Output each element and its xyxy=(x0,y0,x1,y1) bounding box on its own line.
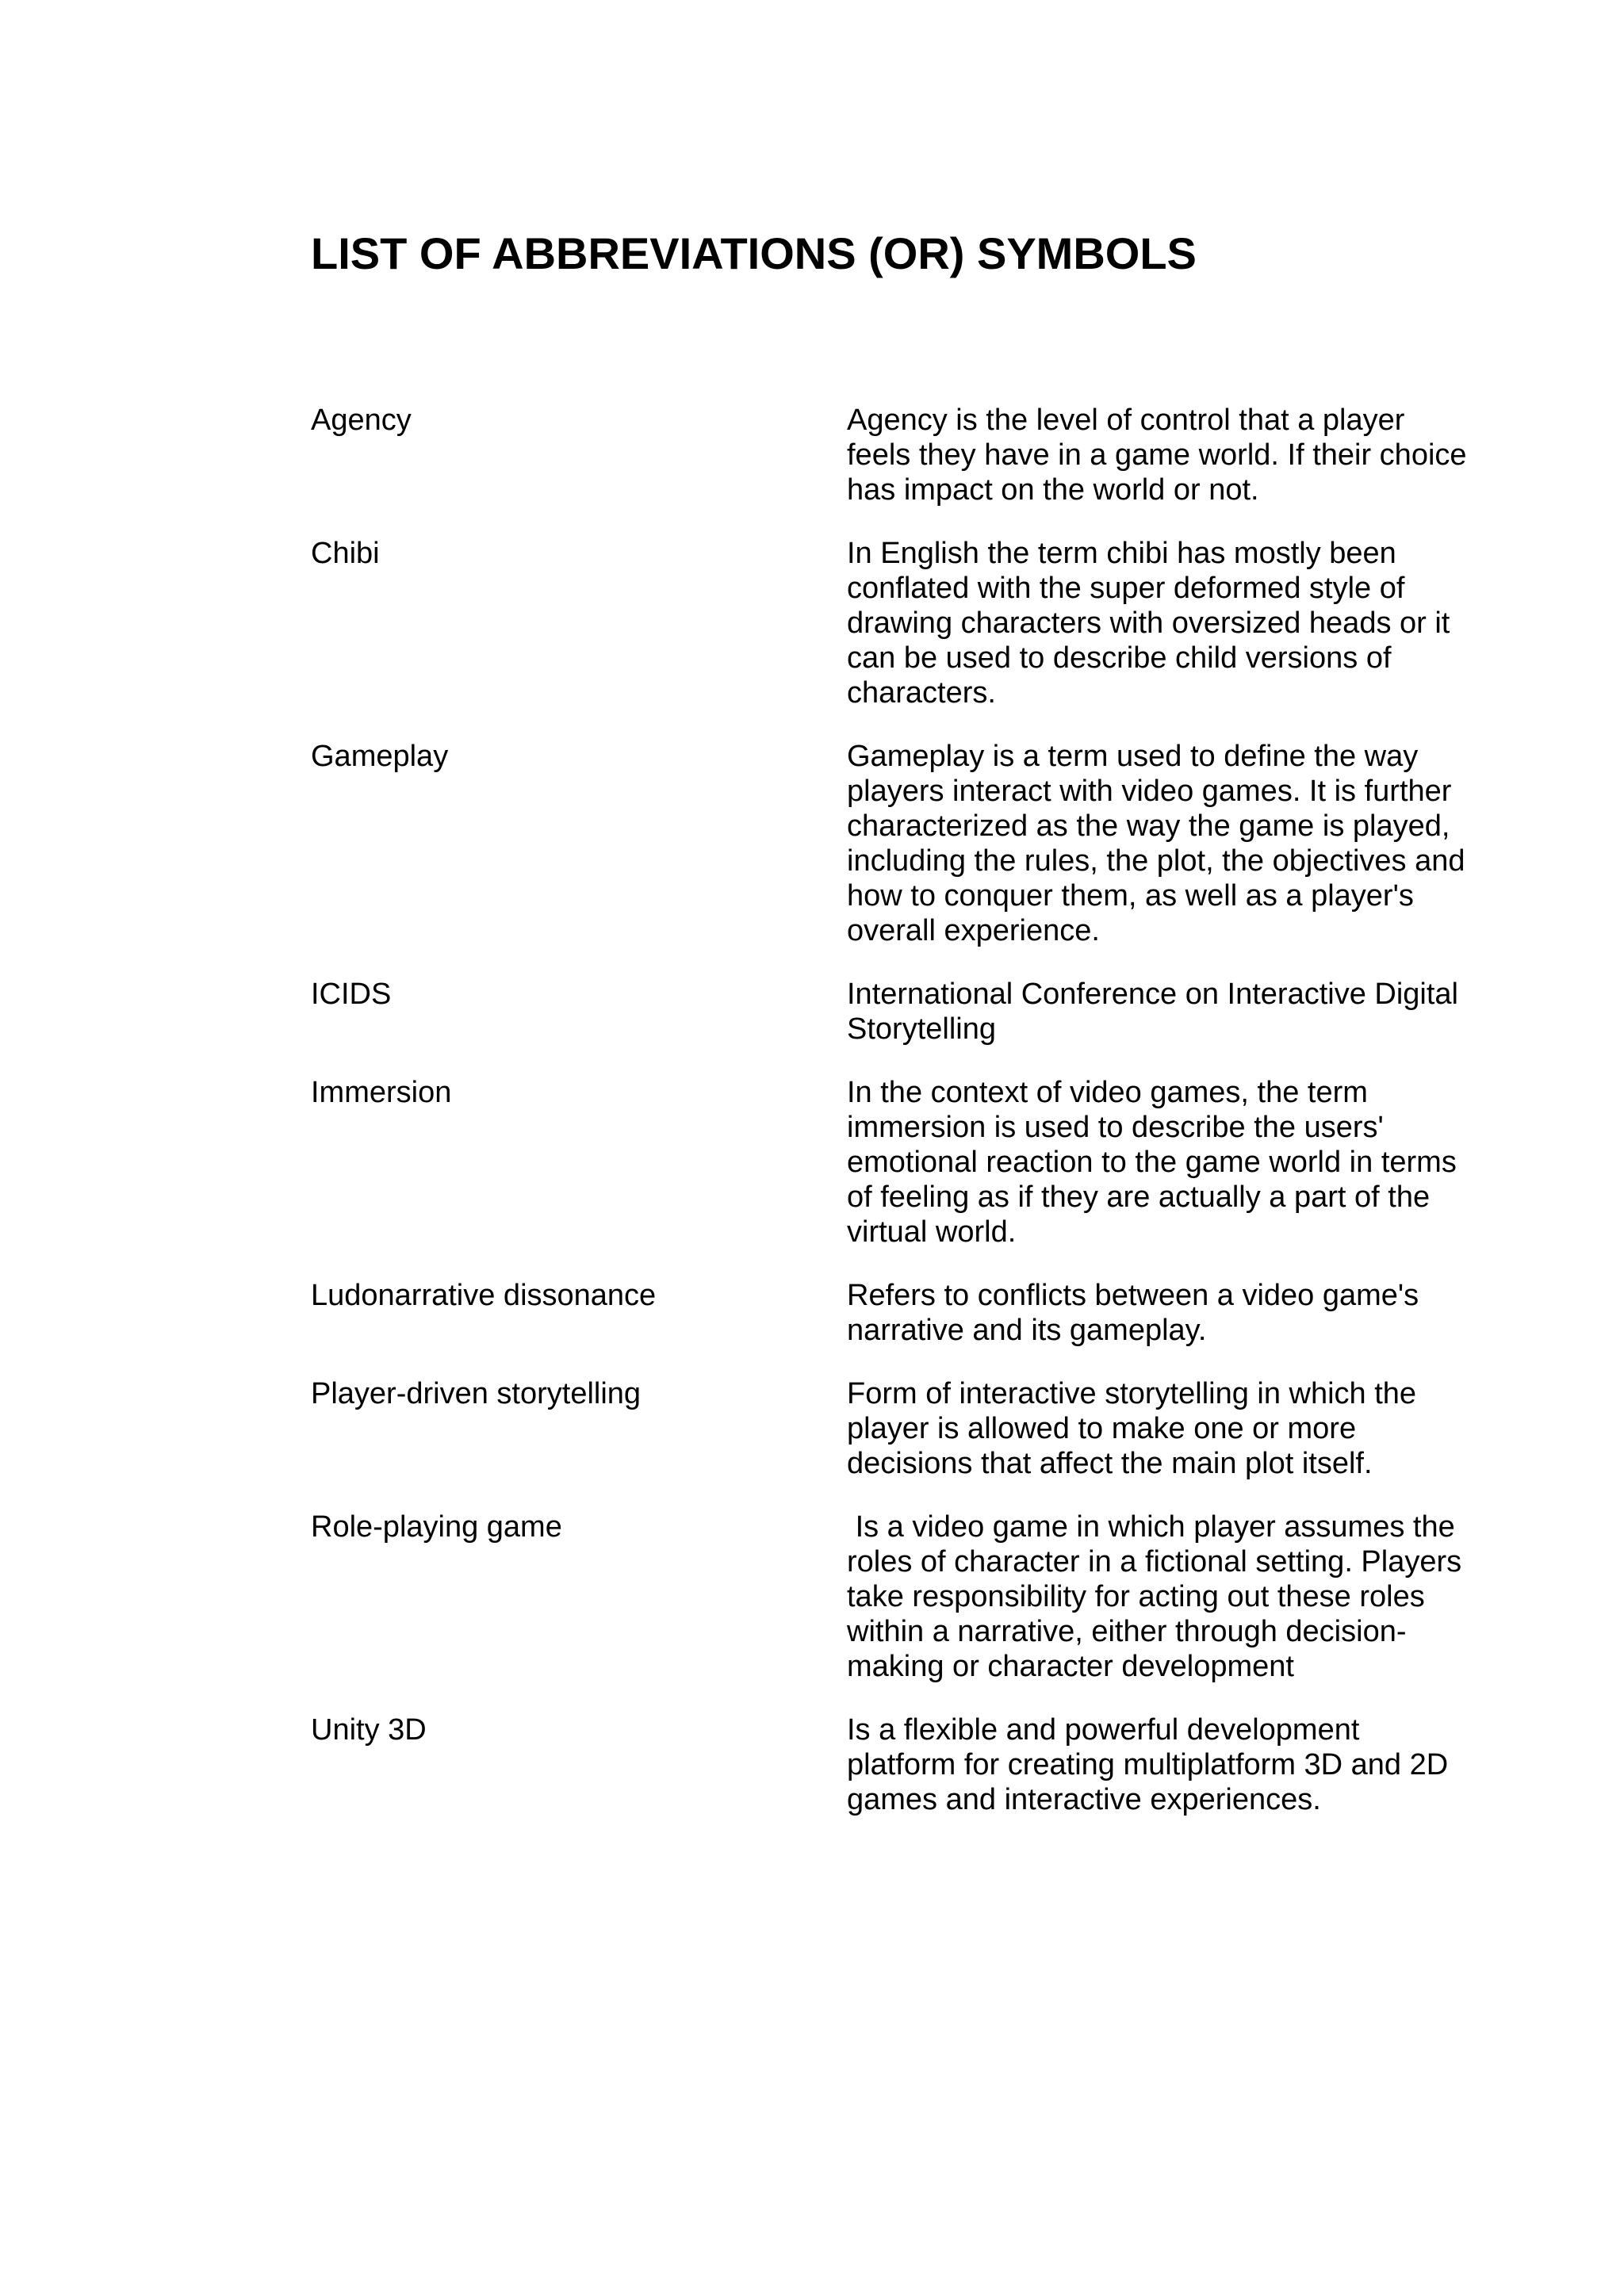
list-item xyxy=(311,1278,1477,1348)
list-item xyxy=(311,403,1477,507)
entry-definition: Is a video game in which player assumes the roles of character in a fictional setting. Players take responsibility for acting out these roles within a narrative, either through decision-making or character development xyxy=(847,1510,1470,1683)
entry-definition: Refers to conflicts between a video game's narrative and its gameplay. xyxy=(847,1279,1427,1347)
abbreviation-list xyxy=(311,403,1477,1846)
entry-definition: Agency is the level of control that a player feels they have in a game world. If their choice has impact on the world or not. xyxy=(847,404,1476,507)
entry-term: Ludonarrative dissonance xyxy=(311,1279,657,1312)
list-item xyxy=(311,1712,1477,1817)
entry-term: Chibi xyxy=(311,537,380,570)
entry-definition: In English the term chibi has mostly been conflated with the super deformed style of drawing characters with oversized heads or it can be used to describe child versions of characters. xyxy=(847,537,1458,710)
list-item xyxy=(311,1075,1477,1249)
entry-definition: Form of interactive storytelling in which the player is allowed to make one or more decisions that affect the main plot itself. xyxy=(847,1377,1425,1480)
entry-term: ICIDS xyxy=(311,978,392,1011)
list-item xyxy=(311,536,1477,710)
entry-definition: Is a flexible and powerful development platform for creating multiplatform 3D and 2D games and interactive experiences. xyxy=(847,1713,1457,1816)
entry-term: Role-playing game xyxy=(311,1510,562,1544)
entry-definition: Gameplay is a term used to define the way players interact with video games. It is further characterized as the way the game is played, including the rules, the plot, the objectives and how to conquer them, as well as a player's overall experience. xyxy=(847,740,1474,947)
list-item xyxy=(311,977,1477,1047)
entry-term: Gameplay xyxy=(311,740,449,773)
list-item xyxy=(311,1376,1477,1481)
entry-definition: International Conference on Interactive Digital Storytelling xyxy=(847,978,1467,1046)
entry-term: Player-driven storytelling xyxy=(311,1377,642,1410)
entry-term: Unity 3D xyxy=(311,1713,427,1747)
list-item xyxy=(311,739,1477,948)
entry-term: Immersion xyxy=(311,1076,452,1109)
entry-definition: In the context of video games, the term immersion is used to describe the users' emotional reaction to the game world in terms of feeling as if they are actually a part of the virtual world. xyxy=(847,1076,1465,1249)
page-title: LIST OF ABBREVIATIONS (OR) SYMBOLS xyxy=(311,228,1197,278)
entry-term: Agency xyxy=(311,404,412,437)
list-item xyxy=(311,1510,1477,1684)
